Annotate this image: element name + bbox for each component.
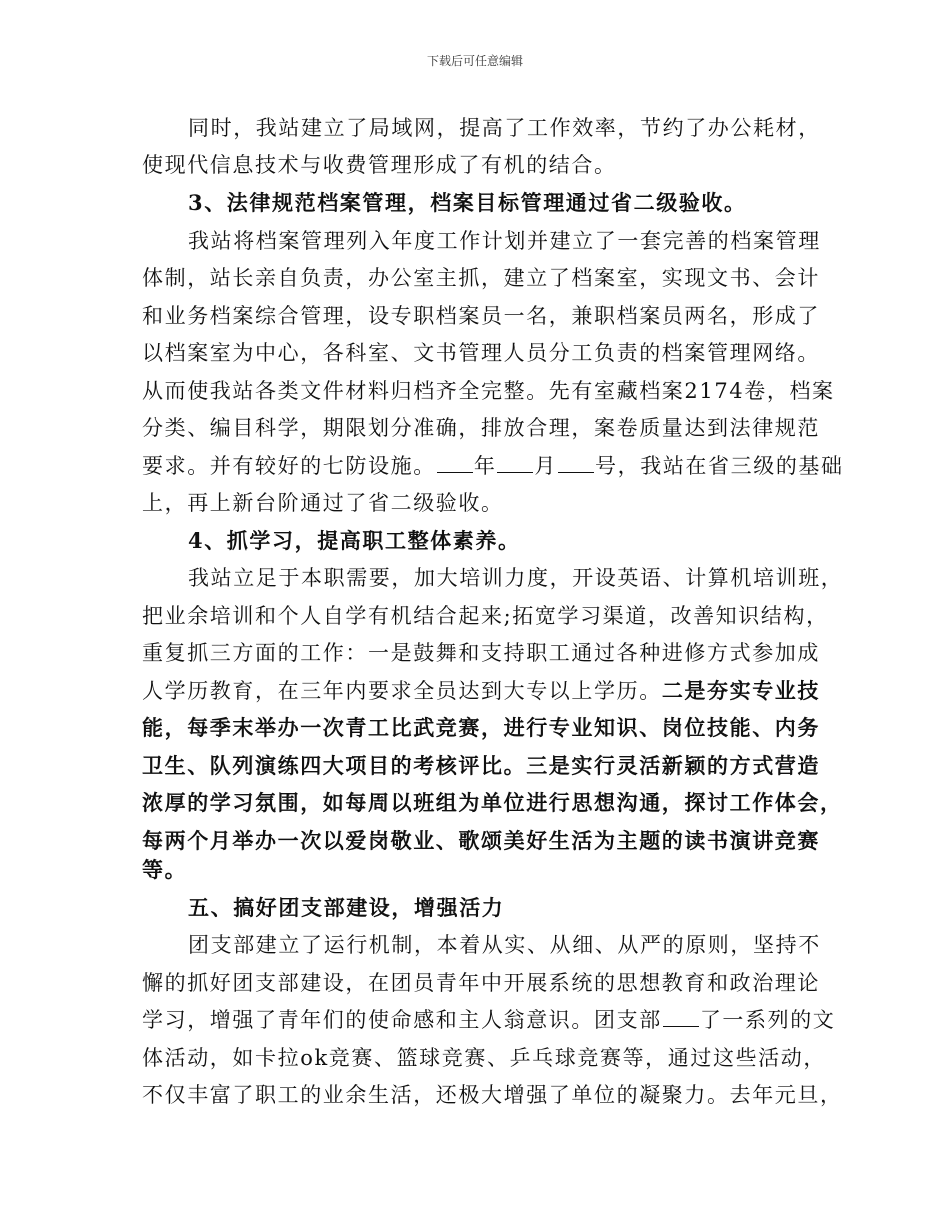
blank-underline-day bbox=[558, 454, 594, 473]
body-line-25 bbox=[142, 1005, 835, 1035]
section-heading-5: 五、搞好团支部建设，增强活力 bbox=[188, 895, 505, 920]
page-header-note: 下载后可任意编辑 bbox=[426, 54, 523, 68]
body-line-6: 和业务档案综合管理，设专职档案员一名，兼职档案员两名，形成了 bbox=[142, 304, 820, 328]
body-line-7: 以档案室为中心，各科室、文书管理人员分工负责的档案管理网络。 bbox=[142, 341, 820, 365]
body-line-11: 上，再上新台阶通过了省二级验收。 bbox=[142, 491, 504, 515]
month-label: 月 bbox=[534, 454, 558, 478]
body-line-2: 使现代信息技术与收费管理形成了有机的结合。 bbox=[142, 153, 617, 177]
body-line-27: 不仅丰富了职工的业余生活，还极大增强了单位的凝聚力。去年元旦， bbox=[142, 1083, 843, 1107]
section-heading-4: 4、抓学习，提高职工整体素养。 bbox=[188, 528, 521, 553]
line-10-text: 要求。并有较好的七防设施。 bbox=[142, 454, 436, 478]
body-line-13: 我站立足于本职需要，加大培训力度，开设英语、计算机培训班， bbox=[188, 566, 844, 590]
body-line-18: 卫生、队列演练四大项目的考核评比。三是实行灵活新颖的方式营造 bbox=[142, 753, 820, 778]
body-line-21: 等。 bbox=[142, 857, 188, 882]
body-line-16 bbox=[142, 676, 820, 706]
year-label: 年 bbox=[473, 454, 497, 478]
body-line-14: 把业余培训和个人自学有机结合起来;拓宽学习渠道，改善知识结构， bbox=[142, 604, 829, 628]
blank-underline-organized bbox=[663, 1008, 699, 1027]
body-line-19: 浓厚的学习氛围，如每周以班组为单位进行思想沟通，探讨工作体会， bbox=[142, 790, 843, 815]
body-line-5: 体制，站长亲自负责，办公室主抓，建立了档案室，实现文书、会计 bbox=[142, 266, 820, 290]
blank-underline-year bbox=[437, 454, 473, 473]
body-line-15: 重复抓三方面的工作：一是鼓舞和支持职工通过各种进修方式参加成 bbox=[142, 641, 820, 665]
body-line-9: 分类、编目科学，期限划分准确，排放合理，案卷质量达到法律规范 bbox=[142, 416, 820, 440]
body-line-17: 能，每季末举办一次青工比武竞赛，进行专业知识、岗位技能、内务 bbox=[142, 715, 820, 740]
line-25-tail: 了一系列的文 bbox=[699, 1008, 836, 1032]
body-line-10 bbox=[142, 451, 844, 481]
body-line-1: 同时，我站建立了局域网，提高了工作效率，节约了办公耗材， bbox=[188, 116, 821, 140]
line-16-text: 人学历教育，在三年内要求全员达到大专以上学历。 bbox=[142, 679, 662, 703]
line-10-tail: 号，我站在省三级的基础 bbox=[595, 454, 844, 478]
section-heading-3: 3、法律规范档案管理，档案目标管理通过省二级验收。 bbox=[188, 190, 747, 215]
body-line-8: 从而使我站各类文件材料归档齐全完整。先有室藏档案2174卷，档案 bbox=[142, 379, 835, 403]
body-line-26: 体活动，如卡拉ok竞赛、篮球竞赛、乒乓球竞赛等，通过这些活动， bbox=[142, 1046, 826, 1070]
line-16-bold-tail: 二是夯实专业技 bbox=[661, 678, 821, 703]
body-line-20: 每两个月举办一次以爱岗敬业、歌颂美好生活为主题的读书演讲竞赛 bbox=[142, 828, 820, 853]
line-25-text: 学习，增强了青年们的使命感和主人翁意识。团支部 bbox=[142, 1008, 662, 1032]
body-line-23: 团支部建立了运行机制，本着从实、从细、从严的原则，坚持不 bbox=[188, 933, 821, 957]
body-line-24: 懈的抓好团支部建设，在团员青年中开展系统的思想教育和政治理论 bbox=[142, 971, 820, 995]
body-line-4: 我站将档案管理列入年度工作计划并建立了一套完善的档案管理 bbox=[188, 229, 821, 253]
blank-underline-month bbox=[497, 454, 533, 473]
